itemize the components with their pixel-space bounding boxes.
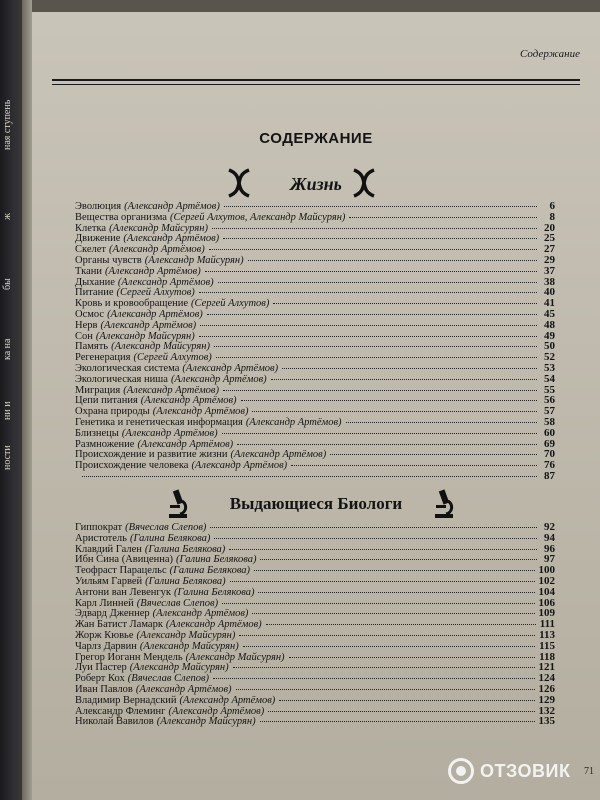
entry-title: Аристотель [75,532,127,544]
toc-entry [75,695,555,706]
dot-leader [258,592,534,593]
entry-page-number: 106 [538,596,555,609]
dot-leader [279,700,534,701]
entry-author: (Александр Артёмов) [123,384,219,396]
entry-author: (Александр Майсурян) [111,341,210,353]
toc-entry [75,533,555,544]
entry-author: (Александр Артёмов) [137,438,234,450]
entry-page-number: 27 [544,243,555,256]
toc-entry [75,439,555,450]
dot-leader [349,217,537,218]
entry-author: (Александр Майсурян) [156,716,256,728]
entry-page-number: 126 [538,682,555,695]
dot-leader [252,613,534,614]
entry-author: (Сергей Алхутов, Александр Майсурян) [169,211,346,223]
entry-author: (Александр Артёмов) [230,449,327,461]
otzovik-logo-icon [448,758,474,784]
dot-leader [266,624,536,625]
entry-page-number: 49 [544,329,555,342]
entry-title: Ткани [75,265,102,277]
entry-title: Грегор Иоганн Мендель [75,651,183,663]
entry-author: (Вячеслав Слепов) [127,673,210,685]
dot-leader [213,678,534,679]
entry-author: (Галина Белякова) [129,532,211,544]
entry-title: Эволюция [75,201,122,212]
entry-author: (Александр Майсурян) [136,629,236,641]
running-head: Содержание [519,48,580,60]
entry-title: Размножение [75,438,135,450]
entry-author: (Александр Артёмов) [170,373,267,385]
toc-entry [75,385,555,396]
entry-author: (Александр Артёмов) [107,308,203,320]
dot-leader [223,238,537,239]
toc-entry [75,641,555,652]
dot-leader [210,527,537,528]
section-heading-life: Жизнь [290,174,342,194]
entry-title: Питание [75,287,114,299]
entry-title: Клетка [75,222,107,234]
entry-page-number: 132 [538,704,555,717]
entry-author: (Галина Белякова) [144,543,226,555]
dot-leader [209,249,537,250]
toc-entry [75,417,555,428]
toc-entry [75,619,555,630]
toc-list-life [75,201,555,482]
toc-entry [75,576,555,587]
entry-page-number: 102 [538,574,555,587]
entry-author: (Александр Артёмов) [123,233,220,245]
toc-entry [75,428,555,439]
dot-leader [260,721,535,722]
entry-page-number: 29 [544,253,555,266]
entry-title: Миграция [75,384,121,396]
entry-author: (Александр Артёмов) [117,276,214,288]
dot-leader [212,228,537,229]
toc-entry [75,522,555,533]
dot-leader [224,206,537,207]
dot-leader [200,325,537,326]
entry-page-number: 118 [539,650,555,663]
entry-title: Теофраст Парацельс [75,565,167,577]
toc-entry [75,320,555,331]
toc-entry [75,309,555,320]
entry-page-number: 69 [544,437,555,450]
page-number-fragment: 71 [584,766,594,777]
dot-leader [229,549,537,550]
entry-page-number: 52 [544,351,555,364]
toc-entry [75,266,555,277]
dot-leader [282,368,537,369]
toc-entry [75,363,555,374]
entry-author: (Александр Артёмов) [191,460,288,472]
toc-entry [75,449,555,460]
dot-leader [222,603,534,604]
entry-author: (Галина Белякова) [145,575,226,587]
dot-leader [199,292,537,293]
margin-fragment: ка на [2,338,13,360]
entry-page-number: 70 [544,448,555,461]
entry-author: (Сергей Алхутов) [116,287,195,299]
entry-page-number: 54 [544,372,555,385]
entry-title: Близнецы [75,427,119,439]
entry-page-number: 41 [544,297,555,310]
dot-leader [222,433,537,434]
dot-leader [289,657,536,658]
toc-entry [75,554,555,565]
margin-fragment: ности [2,445,13,470]
entry-title: Жорж Кювье [75,629,134,641]
dot-leader [82,476,537,477]
toc-entry [75,673,555,684]
entry-title: Антони ван Левенгук [75,586,172,598]
dot-leader [291,465,537,466]
toc-entry [75,608,555,619]
entry-author: (Александр Майсурян) [109,222,208,234]
toc-entry [75,406,555,417]
entry-author: (Александр Артёмов) [182,362,279,374]
entry-title: Генетика и генетическая информация [75,416,243,428]
entry-title: Уильям Гарвей [75,575,143,587]
entry-page-number: 113 [539,628,555,641]
entry-author: (Александр Майсурян) [144,254,244,266]
entry-title: Александр Флеминг [75,705,166,717]
entry-page-number: 20 [544,221,555,234]
dot-leader [205,271,537,272]
dot-leader [236,689,535,690]
entry-page-number: 56 [544,394,555,407]
entry-page-number: 50 [544,340,555,353]
entry-title: Владимир Вернадский [75,694,177,706]
dot-leader [254,570,534,571]
entry-page-number: 121 [538,661,555,674]
toc-entry [75,341,555,352]
entry-page-number: 92 [544,521,555,533]
toc-entry [75,471,555,482]
entry-page-number: 96 [544,542,555,555]
dot-leader [330,454,537,455]
dot-leader [214,346,537,347]
section-heading-biologists: Выдающиеся Биологи [229,494,403,513]
entry-title: Кровь и кровообращение [75,298,189,310]
entry-page-number: 58 [544,415,555,428]
entry-author: (Вячеслав Слепов) [136,597,219,609]
entry-author: (Александр Артёмов) [121,427,218,439]
margin-fragment: бы [2,278,13,290]
toc-entry [75,298,555,309]
dot-leader [223,390,537,391]
entry-page-number: 124 [538,672,555,685]
entry-title: Эдвард Дженнер [75,608,150,620]
toc-entry [75,223,555,234]
dot-leader [237,444,537,445]
toc-entry [75,287,555,298]
entry-title: Движение [75,233,121,245]
entry-author: (Александр Артёмов) [109,244,205,256]
entry-page-number: 135 [538,715,555,728]
dot-leader [268,711,534,712]
entry-title: Осмос [75,308,105,320]
entry-title: Луи Пастер [75,662,127,674]
toc-entry [75,544,555,555]
dot-leader [248,260,537,261]
entry-page-number: 8 [549,210,555,223]
toc-entry [75,716,555,727]
entry-author: (Галина Белякова) [176,554,257,566]
entry-title: Органы чувств [75,254,142,266]
entry-title: Нерв [75,319,98,331]
entry-author: (Галина Белякова) [169,565,251,577]
entry-page-number: 87 [544,469,555,482]
book-page [32,12,600,800]
otzovik-watermark [448,758,570,784]
entry-title: Гиппократ [75,522,123,533]
entry-title: Николай Вавилов [75,716,154,728]
entry-page-number: 40 [544,286,555,299]
entry-title: Роберт Кох [75,673,125,685]
dot-leader [239,635,535,636]
margin-fragment: ж [2,213,13,220]
toc-entry [75,652,555,663]
entry-author: (Александр Майсурян) [95,330,195,342]
dot-leader [207,314,537,315]
toc-entry [75,277,555,288]
dna-icon [350,168,378,198]
dot-leader [199,336,537,337]
entry-title: Сон [75,330,93,342]
dot-leader [214,538,537,539]
entry-title: Экологическая система [75,362,180,374]
entry-page-number: 45 [544,307,555,320]
dot-leader [252,411,537,412]
entry-title: Клавдий Гален [75,543,142,555]
entry-author: (Александр Артёмов) [105,265,201,277]
entry-page-number: 38 [544,275,555,288]
entry-title: Иван Павлов [75,683,133,695]
entry-title: Жан Батист Ламарк [75,619,163,631]
entry-title: Происхождение человека [75,460,189,472]
dot-leader [346,422,537,423]
toc-list-biologists [75,522,555,727]
entry-page-number: 94 [544,531,555,544]
entry-title: Чарлз Дарвин [75,640,137,652]
toc-entry [75,201,555,212]
toc-entry [75,233,555,244]
toc-entry [75,255,555,266]
entry-author: (Александр Артёмов) [245,416,342,428]
entry-title: Память [75,341,109,353]
dot-leader [230,581,535,582]
entry-author: (Александр Артёмов) [135,683,232,695]
entry-author: (Александр Артёмов) [124,201,220,212]
entry-author: (Александр Артёмов) [165,619,262,631]
margin-fragment: ни и [2,401,13,420]
entry-author: (Александр Артёмов) [179,694,276,706]
dot-leader [216,357,537,358]
dot-leader [241,400,537,401]
entry-title: Карл Линней [75,597,134,609]
entry-title: Регенерация [75,352,131,364]
watermark-text: ОТЗОВИК [480,760,571,781]
entry-author: (Сергей Алхутов) [133,352,212,364]
dot-leader [233,667,535,668]
entry-title: Ибн Сина (Авиценна) [75,554,174,566]
entry-page-number: 76 [544,459,555,472]
toc-entry [75,587,555,598]
entry-title: Цепи питания [75,395,138,407]
entry-author: (Александр Майсурян) [129,662,229,674]
dot-leader [273,303,537,304]
header-rule [52,84,580,85]
toc-entry [75,598,555,609]
entry-title: Происхождение и развитие жизни [75,449,228,461]
toc-entry [75,395,555,406]
entry-page-number: 55 [544,383,555,396]
entry-page-number: 104 [538,585,555,598]
entry-page-number: 6 [549,200,555,212]
entry-title: Экологическая ниша [75,373,168,385]
dot-leader [218,282,537,283]
entry-author: (Вячеслав Слепов) [125,522,207,533]
toc-entry [75,565,555,576]
entry-page-number: 111 [539,618,555,631]
entry-page-number: 25 [544,232,555,245]
entry-author: (Сергей Алхутов) [191,298,270,310]
entry-author: (Александр Майсурян) [139,640,239,652]
entry-title: Дыхание [75,276,115,288]
toc-entry [75,374,555,385]
entry-author: (Александр Артёмов) [100,319,197,331]
entry-title: Скелет [75,244,106,256]
microscope-icon [432,489,456,519]
entry-page-number: 37 [544,264,555,277]
entry-author: (Александр Артёмов) [140,395,237,407]
toc-entry [75,460,555,471]
entry-page-number: 97 [544,553,555,566]
entry-title: Вещества организма [75,211,167,223]
entry-page-number: 109 [538,607,555,620]
toc-entry [75,706,555,717]
toc-entry [75,630,555,641]
toc-entry [75,662,555,673]
entry-author: (Галина Белякова) [174,586,255,598]
toc-entry [75,331,555,342]
entry-title: Охрана природы [75,406,150,418]
entry-page-number: 60 [544,426,555,439]
entry-author: (Александр Артёмов) [168,705,265,717]
entry-page-number: 48 [544,318,555,331]
entry-author: (Александр Майсурян) [185,651,285,663]
toc-entry [75,352,555,363]
entry-page-number: 115 [539,639,555,652]
header-rule [52,79,580,81]
dot-leader [243,646,535,647]
page-title: СОДЕРЖАНИЕ [259,130,373,147]
previous-page-margin [0,0,32,800]
toc-entry [75,684,555,695]
entry-page-number: 57 [544,405,555,418]
margin-fragment: ная ступень [2,99,13,150]
entry-author: (Александр Артёмов) [152,406,249,418]
toc-entry [75,212,555,223]
entry-page-number: 100 [538,564,555,577]
dot-leader [271,379,537,380]
dot-leader [260,559,537,560]
entry-page-number: 53 [544,361,555,374]
toc-entry [75,244,555,255]
entry-author: (Александр Артёмов) [152,608,249,620]
entry-page-number: 129 [538,693,555,706]
